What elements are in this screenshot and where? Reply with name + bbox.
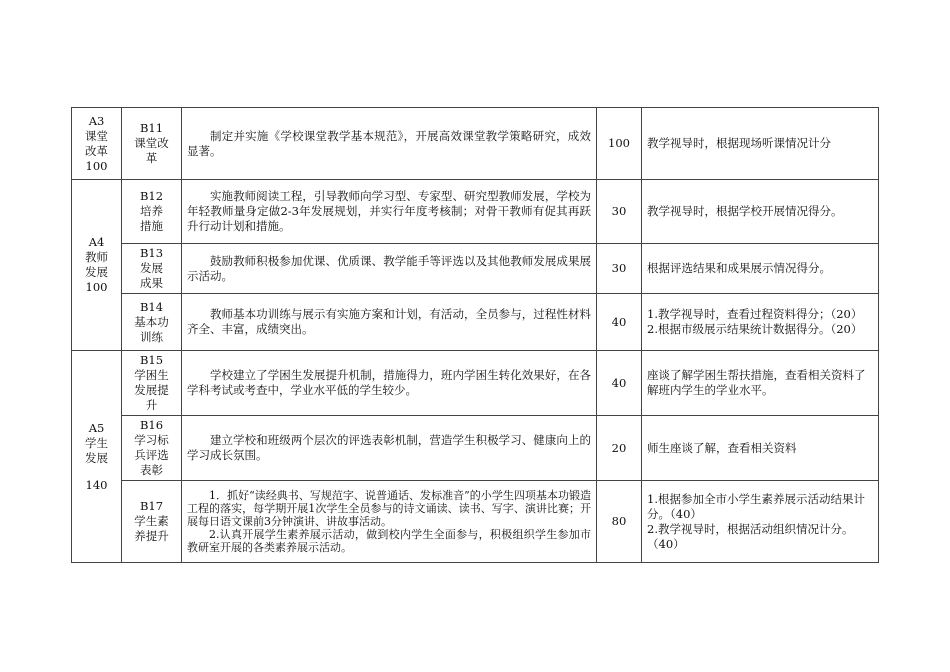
score-value: 40 [597, 294, 642, 351]
evaluation-table [71, 107, 879, 563]
method-text: 教学视导时，根据学校开展情况得分。 [642, 180, 879, 244]
item-b13: B13 发展 成果 [122, 244, 182, 294]
method-text: 根据评选结果和成果展示情况得分。 [642, 244, 879, 294]
score-value: 80 [597, 481, 642, 563]
method-text: 1.教学视导时，查看过程资料得分；（20） 2.根据市级展示结果统计数据得分。（20） [642, 294, 879, 351]
requirement-text: 学校建立了学困生发展提升机制，措施得力，班内学困生转化效果好，在各学科考试或考查中，学业水平低的学生较少。 [182, 351, 597, 416]
item-b15: B15 学困生 发展提 升 [122, 351, 182, 416]
score-value: 30 [597, 244, 642, 294]
item-b17: B17 学生素 养提升 [122, 481, 182, 563]
item-b14: B14 基本功 训练 [122, 294, 182, 351]
category-a3: A3 课堂 改革 100 [72, 108, 122, 180]
requirement-text: 制定并实施《学校课堂教学基本规范》，开展高效课堂教学策略研究，成效显著。 [182, 108, 597, 180]
requirement-text: 实施教师阅读工程，引导教师向学习型、专家型、研究型教师发展，学校为年轻教师量身定做2-3年发展规划，并实行年度考核制；对骨干教师有促其再跃升行动计划和措施。 [182, 180, 597, 244]
method-text: 座谈了解学困生帮扶措施，查看相关资料了解班内学生的学业水平。 [642, 351, 879, 416]
table-row [72, 351, 879, 416]
requirement-text: 教师基本功训练与展示有实施方案和计划，有活动，全员参与，过程性材料齐全、丰富，成绩突出。 [182, 294, 597, 351]
method-text: 师生座谈了解，查看相关资料 [642, 416, 879, 481]
item-b16: B16 学习标 兵评选 表彰 [122, 416, 182, 481]
requirement-text: 建立学校和班级两个层次的评选表彰机制，营造学生积极学习、健康向上的学习成长氛围。 [182, 416, 597, 481]
method-text: 1.根据参加全市小学生素养展示活动结果计分。（40） 2.教学视导时，根据活动组织情况计分。（40） [642, 481, 879, 563]
table-row [72, 481, 879, 563]
category-a4: A4 教师 发展 100 [72, 180, 122, 351]
requirement-text: 鼓励教师积极参加优课、优质课、教学能手等评选以及其他教师发展成果展示活动。 [182, 244, 597, 294]
table-row [72, 416, 879, 481]
score-value: 30 [597, 180, 642, 244]
table-row [72, 244, 879, 294]
score-value: 20 [597, 416, 642, 481]
score-value: 40 [597, 351, 642, 416]
table-row [72, 294, 879, 351]
method-text: 教学视导时，根据现场听课情况计分 [642, 108, 879, 180]
item-b12: B12 培养 措施 [122, 180, 182, 244]
score-value: 100 [597, 108, 642, 180]
table-row [72, 180, 879, 244]
category-a5: A5 学生 发展 140 [72, 351, 122, 563]
table-row [72, 108, 879, 180]
item-b11: B11 课堂改 革 [122, 108, 182, 180]
requirement-text: 1．抓好“读经典书、写规范字、说普通话、发标准音”的小学生四项基本功锻造工程的落实，每学期开展1次学生全员参与的诗文诵读、读书、写字、演讲比赛；开展每日语文课前3分钟演讲、讲故事活动。 2.认真开展学生素养展示活动，做到校内学生全面参与，积极组织学生参加市教研室开展的各类素养展示活动。 [182, 481, 597, 563]
